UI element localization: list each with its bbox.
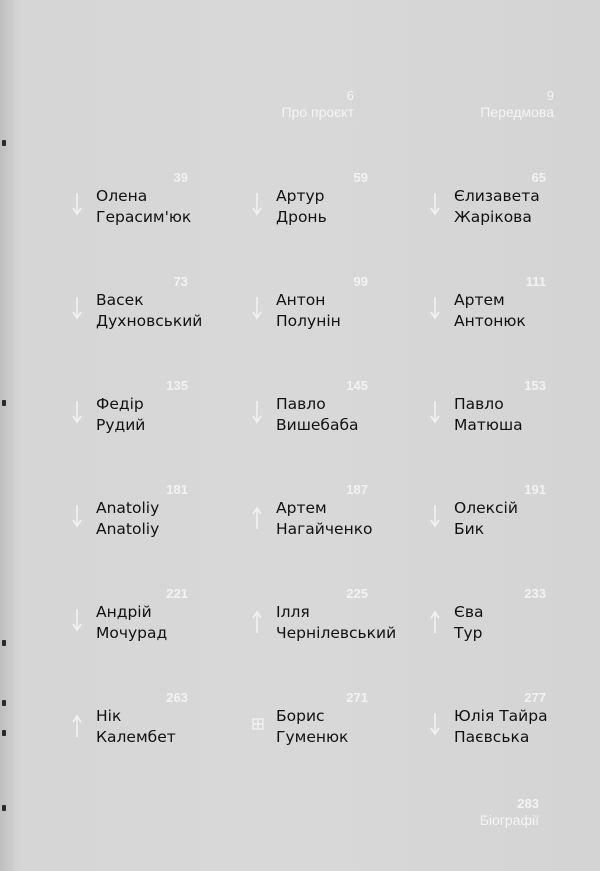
toc-entry	[252, 588, 412, 658]
author-last-name: Матюша	[454, 416, 523, 434]
author-last-name: Жарікова	[454, 208, 532, 226]
author-last-name: Вишебаба	[276, 416, 359, 434]
page-number: 271	[346, 690, 368, 705]
author-name	[96, 290, 202, 332]
author-name	[96, 394, 145, 436]
binding-mark	[2, 400, 6, 406]
book-spine	[0, 0, 14, 871]
author-name	[454, 706, 548, 748]
toc-entry	[252, 380, 412, 450]
binding-mark	[2, 640, 6, 646]
toc-entry	[252, 484, 412, 554]
arrow-down-icon	[430, 192, 440, 218]
page-number: 181	[166, 482, 188, 497]
page-number: 221	[166, 586, 188, 601]
arrow-down-icon	[430, 296, 440, 322]
author-first-name: Юлія Тайра	[454, 707, 548, 725]
arrow-down-icon	[72, 608, 82, 634]
author-name	[454, 186, 540, 228]
author-last-name: Чернілевський	[276, 624, 397, 642]
author-last-name: Паєвська	[454, 728, 530, 746]
page-number: 111	[525, 274, 546, 289]
author-first-name: Артур	[276, 187, 325, 205]
author-first-name: Нік	[96, 707, 122, 725]
arrow-down-icon	[252, 192, 262, 218]
author-first-name: Павло	[454, 395, 504, 413]
author-name	[276, 290, 341, 332]
author-last-name: Герасим'юк	[96, 208, 192, 226]
author-first-name: Борис	[276, 707, 325, 725]
toc-entry	[72, 588, 232, 658]
author-name	[96, 498, 159, 540]
author-last-name: Бик	[454, 520, 485, 538]
page-number: 233	[524, 586, 546, 601]
page-number: 263	[166, 690, 188, 705]
binding-mark	[2, 805, 6, 811]
toc-entry	[430, 588, 590, 658]
page-number: 283	[517, 796, 539, 811]
binding-mark	[2, 700, 6, 706]
author-last-name: Полунін	[276, 312, 341, 330]
page-number: 145	[346, 378, 368, 393]
toc-entry	[252, 276, 412, 346]
author-first-name: Антон	[276, 291, 326, 309]
page-number: 225	[346, 586, 368, 601]
section-title: Біографії	[479, 812, 539, 828]
toc-footer-biographies	[480, 796, 539, 829]
arrow-down-icon	[430, 712, 440, 738]
arrow-down-icon	[72, 504, 82, 530]
author-first-name: Єва	[454, 603, 484, 621]
author-first-name: Павло	[276, 395, 326, 413]
author-name	[276, 498, 373, 540]
toc-entry	[252, 172, 412, 242]
author-first-name: Артем	[276, 499, 327, 517]
toc-entry	[252, 692, 412, 762]
author-first-name: Ілля	[276, 603, 310, 621]
arrow-down-icon	[252, 400, 262, 426]
toc-entry	[430, 484, 590, 554]
author-last-name: Калембет	[96, 728, 176, 746]
toc-entry	[430, 692, 590, 762]
page-number: 39	[173, 170, 188, 185]
author-last-name: Антонюк	[454, 312, 526, 330]
page-number: 191	[524, 482, 546, 497]
author-first-name: Олексій	[454, 499, 518, 517]
author-name	[276, 394, 359, 436]
toc-entry	[72, 172, 232, 242]
toc-entry	[72, 380, 232, 450]
page-number: 99	[353, 274, 368, 289]
page-number: 153	[524, 378, 546, 393]
author-last-name: Рудий	[96, 416, 146, 434]
arrow-down-icon	[430, 400, 440, 426]
arrow-down-icon	[430, 504, 440, 530]
page-number: 277	[524, 690, 546, 705]
author-name	[96, 186, 191, 228]
author-name	[454, 498, 518, 540]
author-name	[96, 706, 176, 748]
section-title: Про проєкт	[281, 104, 354, 120]
toc-entry	[72, 692, 232, 762]
arrow-up-icon	[252, 608, 262, 634]
arrow-down-icon	[252, 296, 262, 322]
page-number: 187	[346, 482, 368, 497]
arrow-up-icon	[252, 504, 262, 530]
page-number: 135	[166, 378, 188, 393]
page-number: 73	[173, 274, 188, 289]
page-number: 65	[531, 170, 546, 185]
author-last-name: Дронь	[276, 208, 327, 226]
toc-entry	[430, 276, 590, 346]
author-first-name: Федір	[96, 395, 144, 413]
author-name	[276, 706, 348, 748]
toc-entry	[430, 172, 590, 242]
author-name	[276, 186, 327, 228]
author-first-name: Олена	[96, 187, 148, 205]
author-name	[96, 602, 167, 644]
page-number: 6	[346, 88, 354, 103]
author-last-name: Гуменюк	[276, 728, 349, 746]
section-title: Передмова	[480, 104, 554, 120]
arrow-down-icon	[72, 400, 82, 426]
toc-header-about	[281, 88, 354, 121]
author-first-name: Артем	[454, 291, 505, 309]
page-number: 59	[353, 170, 368, 185]
author-name	[454, 290, 526, 332]
author-name	[276, 602, 396, 644]
arrow-up-icon	[72, 712, 82, 738]
author-name	[454, 394, 523, 436]
author-first-name: Андрій	[96, 603, 152, 621]
author-last-name: Anatoliy	[96, 520, 160, 538]
author-first-name: Васек	[96, 291, 144, 309]
author-last-name: Духновський	[96, 312, 203, 330]
author-last-name: Мочурад	[96, 624, 168, 642]
page-number: 9	[546, 88, 554, 103]
author-last-name: Нагайченко	[276, 520, 373, 538]
arrow-down-icon	[72, 192, 82, 218]
author-first-name: Єлизавета	[454, 187, 540, 205]
toc-entry	[72, 484, 232, 554]
cross-square-icon	[252, 712, 262, 738]
binding-mark	[2, 730, 6, 736]
toc-entry	[430, 380, 590, 450]
toc-header-preface	[480, 88, 554, 121]
arrow-down-icon	[72, 296, 82, 322]
author-first-name: Anatoliy	[96, 499, 160, 517]
arrow-up-icon	[430, 608, 440, 634]
author-name	[454, 602, 483, 644]
toc-entry	[72, 276, 232, 346]
author-last-name: Тур	[454, 624, 483, 642]
binding-mark	[2, 140, 6, 146]
